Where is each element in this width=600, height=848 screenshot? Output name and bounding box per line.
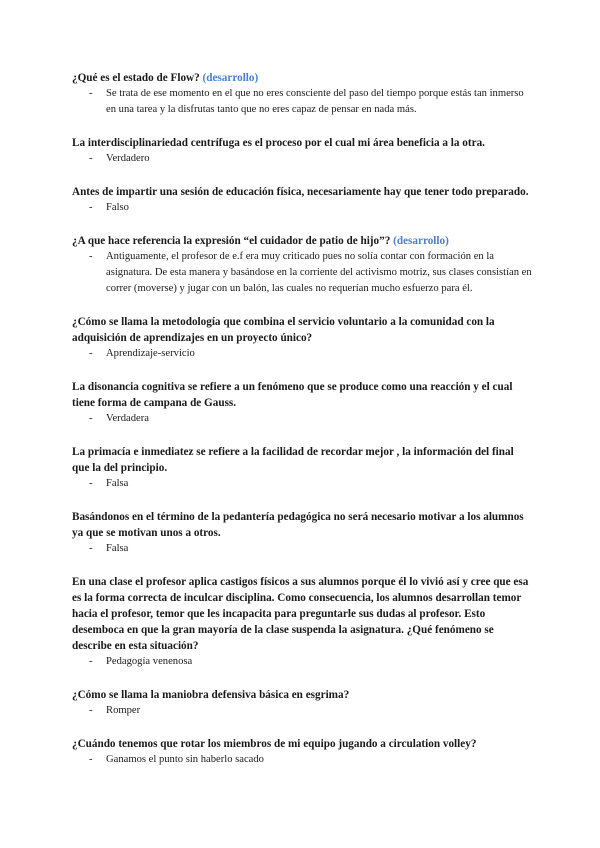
question: Basándonos en el término de la pedantería pedagógica no será necesario motivar a los alumnos ya que se motivan unos a otros.	[72, 511, 524, 539]
answer: - Verdadero	[72, 151, 532, 167]
document-page	[72, 70, 532, 785]
answer: - Se trata de ese momento en el que no eres consciente del paso del tiempo porque estás tan inmerso en una tarea y la disfrutas tanto que no eres capaz de pensar en nada más.	[89, 88, 524, 115]
bullet-dash: -	[89, 251, 93, 262]
bullet-dash: -	[89, 88, 93, 99]
question: Antes de impartir una sesión de educación física, necesariamente hay que tener todo preparado.	[72, 186, 529, 198]
question: ¿Cómo se llama la metodología que combina el servicio voluntario a la comunidad con la adquisición de aprendizajes en un proyecto único?	[72, 316, 495, 344]
bullet-dash: -	[89, 413, 93, 424]
question: ¿Cómo se llama la maniobra defensiva básica en esgrima?	[72, 689, 350, 701]
qa-item-metodologia	[72, 314, 532, 362]
answer: - Ganamos el punto sin haberlo sacado	[72, 752, 532, 768]
question: La interdisciplinariedad centrífuga es el proceso por el cual mi área beneficia a la otra.	[72, 137, 485, 149]
question: La primacía e inmediatez se refiere a la facilidad de recordar mejor , la información del final que la del principio.	[72, 446, 514, 474]
bullet-dash: -	[89, 705, 93, 716]
qa-item-primacia	[72, 444, 532, 492]
bullet-dash: -	[89, 478, 93, 489]
answer: - Romper	[72, 703, 532, 719]
qa-item-disonancia	[72, 379, 532, 427]
bullet-dash: -	[89, 754, 93, 765]
question: La disonancia cognitiva se refiere a un fenómeno que se produce como una reacción y el cual tiene forma de campana de Gauss.	[72, 381, 513, 409]
answer: - Aprendizaje-servicio	[72, 346, 532, 362]
bullet-dash: -	[89, 656, 93, 667]
answer: - Falso	[72, 200, 532, 216]
qa-item-volley	[72, 736, 532, 768]
answer: - Antiguamente, el profesor de e.f era muy criticado pues no solía contar con formación en la asignatura. De esta manera y basándose en la corriente del activismo motriz, sus clases consistían en correr (moverse) y jugar con un balón, las cuales no requerían mucho esfuerzo para él.	[89, 251, 532, 294]
development-tag: (desarrollo)	[202, 72, 259, 84]
qa-item-sesion	[72, 184, 532, 216]
qa-item-cuidador	[72, 233, 532, 297]
qa-item-flow	[72, 70, 532, 118]
qa-item-pedanteria	[72, 509, 532, 557]
question: En una clase el profesor aplica castigos físicos a sus alumnos porque él lo vivió así y cree que esa es la forma correcta de inculcar disciplina. Como consecuencia, los alumnos desarrollan temor hacia el profesor, temor que les incapacita para preguntarle sus dudas al profesor. Esto desemboca en que la gran mayoría de la clase suspenda la asignatura. ¿Qué fenómeno se describe en esta situación?	[72, 576, 529, 652]
bullet-dash: -	[89, 202, 93, 213]
bullet-dash: -	[89, 153, 93, 164]
question: ¿Cuándo tenemos que rotar los miembros de mi equipo jugando a circulation volley?	[72, 738, 477, 750]
answer: - Pedagogía venenosa	[72, 654, 532, 670]
answer: - Falsa	[72, 541, 532, 557]
development-tag: (desarrollo)	[393, 235, 449, 247]
answer: - Verdadera	[72, 411, 532, 427]
qa-item-castigos	[72, 574, 532, 670]
answer: - Falsa	[72, 476, 532, 492]
question: ¿Qué es el estado de Flow? (desarrollo)	[72, 72, 259, 84]
qa-item-interdisciplinariedad	[72, 135, 532, 167]
bullet-dash: -	[89, 543, 93, 554]
question: ¿A que hace referencia la expresión “el cuidador de patio de hijo”? (desarrollo)	[72, 235, 449, 247]
bullet-dash: -	[89, 348, 93, 359]
qa-item-esgrima	[72, 687, 532, 719]
